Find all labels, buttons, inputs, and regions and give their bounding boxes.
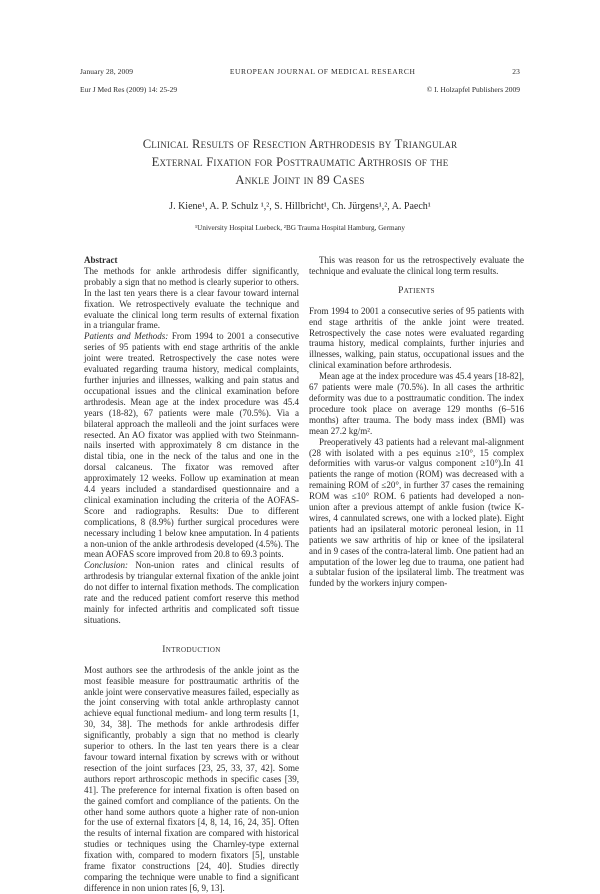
right-column bbox=[309, 255, 524, 589]
introduction-paragraph: Most authors see the arthrodesis of the ankle joint as the most feasible measure for posttraumatic arthritis of the ankle joint were conservative measures failed, especially as the joint conserving with total ankle arthroplasty cannot achieve equal functional medium- and long term results [1, 30, 34, 38]. The methods for ankle arthrodesis differ significantly, probably a sign that no method is clearly superior to others. In the last ten years there is a clear favour toward internal fixation by screws with or without resection of the joint surfaces [23, 25, 33, 37, 42]. Some authors report arthroscopic methods in specific cases [39, 41]. The preference for internal fixation is often based on the gained comfort and compliance of the patients. On the other hand some authors quote a higher rate of non-union for the use of external fixators [4, 8, 14, 16, 24, 35]. Often the results of internal fixation are compared with historical studies or techniques using the Charnley-type external fixation with, compared to modern fixators [5], unstable frame fixator constructions [24, 40]. Studies directly comparing the technique were unable to find a significant difference in non union rates [6, 9, 13]. bbox=[84, 664, 299, 893]
affiliations: ¹University Hospital Luebeck, ²BG Trauma Hospital Hamburg, Germany bbox=[195, 224, 405, 232]
journal-name: EUROPEAN JOURNAL OF MEDICAL RESEARCH bbox=[229, 67, 416, 76]
methods-label: Patients and Methods: bbox=[84, 331, 169, 342]
abstract-methods bbox=[84, 331, 299, 560]
patients-paragraph: From 1994 to 2001 a consecutive series of 95 patients with end stage arthritis of the ankle joint were treated. Retrospectively the case notes were evaluated regarding trauma history, medical complaints, further injuries and illnesses, walking, pain status, occupational issues and the clinical examination before arthrodesis. bbox=[309, 305, 524, 371]
abstract-intro: The methods for ankle arthrodesis differ significantly, probably a sign that no method is clearly superior to others. In the last ten years there is a clear favour toward internal fixation. We retrospectively evaluate the technique and evaluate the clinical long term results of external fixation in a triangular frame. bbox=[84, 265, 299, 331]
patients-paragraph: Mean age at the index procedure was 45.4 years [18-82], 67 patients were male (70.5%). In all cases the arthritic deformity was due to a posttraumatic condition. The index procedure took place on average 129 months (6–516 months) after trauma. The body mass index (BMI) was mean 27.2 kg/m². bbox=[309, 371, 524, 436]
patients-heading: Patients bbox=[398, 285, 435, 296]
introduction-heading: Introduction bbox=[162, 644, 221, 655]
conclusion-text: Non-union rates and clinical results of arthrodesis by triangular external fixation of the ankle joint do not differ to internal fixation methods. The complication rate and the reduced patient comfort reserve this method mainly for infected arthritis and complicated soft tissue situations. bbox=[84, 560, 299, 625]
running-header bbox=[80, 67, 520, 76]
citation: Eur J Med Res (2009) 14: 25-29 bbox=[80, 85, 178, 94]
publication-date: January 28, 2009 bbox=[80, 67, 134, 76]
abstract-conclusion bbox=[84, 560, 299, 625]
left-column bbox=[84, 255, 299, 894]
title-line: External Fixation for Posttraumatic Arthrosis of the bbox=[151, 155, 449, 169]
article-title bbox=[70, 135, 530, 189]
patients-paragraph: Preoperatively 43 patients had a relevant mal-alignment (28 with isolated with a pes equinus ≥10°, 15 complex deformities with varus-or valgus component ≥10°).In 41 patients the range of motion (ROM) was decreased with a remaining ROM of ≤20°, in further 37 cases the remaining ROM was ≤10° ROM. 6 patients had developed a non-union after a previous attempt of ankle fusion (twice K-wires, 4 cannulated screws, one with a locked plate). Eight patients had an ipsilateral motoric peroneal lesion, in 11 patients we saw arthritis of hip or knee of the ipsilateral and in 9 cases of the contra-lateral limb. One patient had an amputation of the lower leg due to trauma, one patient had a subtalar fusion of the ipsilateral limb. The treatment was funded by the workers injury compen- bbox=[309, 436, 524, 589]
page-number: 23 bbox=[512, 67, 520, 76]
methods-text: From 1994 to 2001 a consecutive series of 95 patients with end stage arthritis of the ankle joint were treated. Retrospectively the case notes were evaluated regarding trauma history, medical complaints, further injuries and illnesses, walking and pain status and occupational issues and the clinical examination before arthrodesis. Mean age at the index procedure was 45.4 years (18-82), 67 patients were male (70.5%). Via a bilateral approach the malleoli and the joint surfaces were resected. An AO fixator was applied with two Steinmann-nails inserted with approximately 8 cm distance in the distal tibia, one in the neck of the talus and one in the dorsal calcaneus. The fixator was removed after approximately 12 weeks. Follow up examination at mean 4.4 years included a standardised questionnaire and a clinical examination including the criteria of the AOFAS-Score and radiographs. Results: Due to different complications, 8 (8.9%) further surgical procedures were necessary including 1 below knee amputation. In 4 patients a non-union of the ankle arthrodesis developed (4.5%). The mean AOFAS score improved from 20.8 to 69.3 points. bbox=[84, 331, 299, 560]
title-line: Clinical Results of Resection Arthrodesis by Triangular bbox=[142, 137, 458, 151]
publisher: © I. Holzapfel Publishers 2009 bbox=[426, 85, 520, 94]
title-line: Ankle Joint in 89 Cases bbox=[235, 173, 365, 187]
citation-line bbox=[80, 85, 520, 94]
introduction-paragraph: This was reason for us the retrospectively evaluate the technique and evaluate the clinical long term results. bbox=[309, 255, 524, 276]
abstract-heading: Abstract bbox=[84, 255, 118, 265]
conclusion-label: Conclusion: bbox=[84, 560, 128, 571]
authors: J. Kiene¹, A. P. Schulz ¹,², S. Hillbricht¹, Ch. Jürgens¹,², A. Paech¹ bbox=[169, 201, 431, 212]
